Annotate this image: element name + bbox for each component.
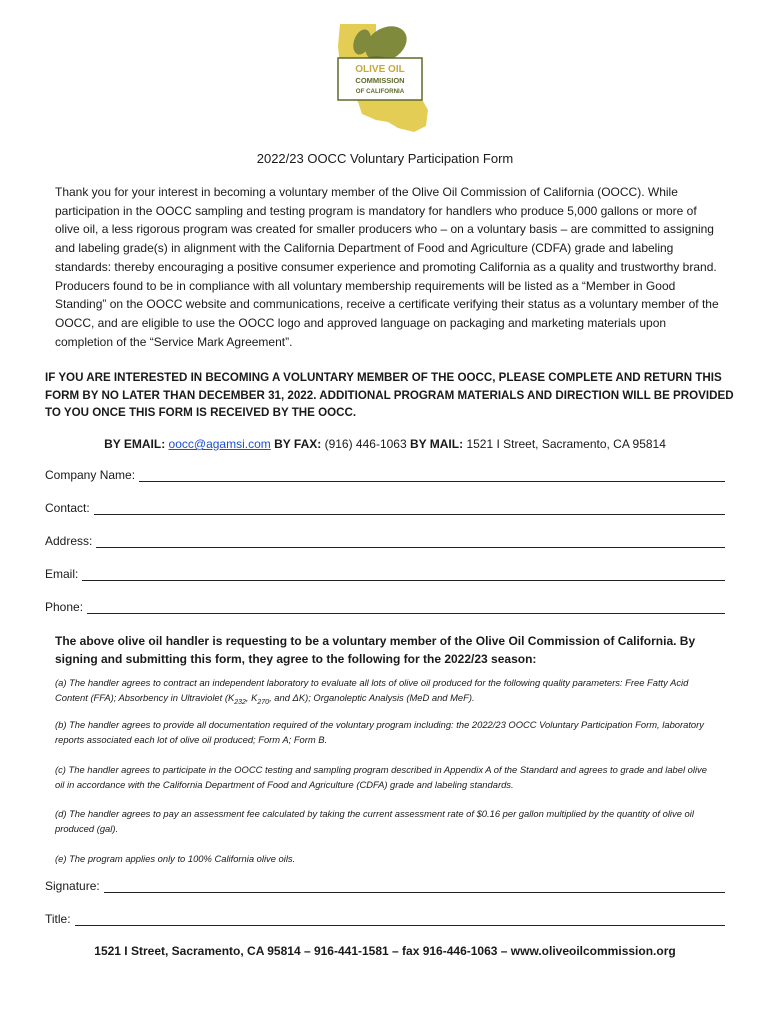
clause-e-text: (e) The program applies only to 100% California olive oils. xyxy=(55,853,296,864)
email-link[interactable]: oocc@agamsi.com xyxy=(168,437,271,451)
logo-line-3: OF CALIFORNIA xyxy=(355,88,405,95)
clause-e xyxy=(55,851,715,866)
footer-contact: 1521 I Street, Sacramento, CA 95814 – 916-441-1581 – fax 916-446-1063 – www.oliveoilcommission.org xyxy=(94,944,676,958)
clause-a-sub-232: 232 xyxy=(234,698,246,706)
logo-line-1: OLIVE OIL xyxy=(355,64,405,75)
address-field xyxy=(45,534,725,548)
fax-number: (916) 446-1063 xyxy=(324,437,407,451)
contact-input[interactable] xyxy=(94,502,725,515)
clause-b-text: (b) The handler agrees to provide all documentation required of the voluntary program including: the 2022/23 OOCC Voluntary Participation Form, laboratory reports associated each lot of olive oil produced; Form A; Form B. xyxy=(55,719,704,745)
company-name-field xyxy=(45,468,725,482)
agreement-statement xyxy=(55,632,715,668)
clause-a-mid: , K xyxy=(245,692,258,703)
phone-input[interactable] xyxy=(87,601,725,614)
agreement-text: The above olive oil handler is requesting to be a voluntary member of the Olive Oil Commission of California. By signing and submitting this form, they agree to the following for the 2022/23 season: xyxy=(55,634,696,666)
logo-line-2: COMMISSION xyxy=(355,76,405,85)
clause-d xyxy=(55,806,715,836)
clause-a-end: , and ΔK); Organoleptic Analysis (MeD and MeF). xyxy=(269,692,475,703)
clause-c-text: (c) The handler agrees to participate in the OOCC testing and sampling program described in Appendix A of the Standard and agrees to grade and label olive oil in accordance with the California Department of Food and Agriculture (CDFA) grade and labeling standards. xyxy=(55,764,707,790)
contact-field xyxy=(45,501,725,515)
intro-text: Thank you for your interest in becoming a voluntary member of the Olive Oil Commission of California (OOCC). While participation in the OOCC sampling and testing program is mandatory for handlers who produce 5,000 gallons or more of olive oil, a less rigorous program was created for smaller producers who – on a voluntary basis – are committed to assigning and labeling grade(s) in alignment with the California Department of Food and Agriculture (CDFA) grade and labeling standards: thereby encouraging a positive consumer experience and promoting California as a quality and trustworthy brand. Producers found to be in compliance with all voluntary membership requirements will be listed as a “Member in Good Standing” on the OOCC website and communications, receive a certificate verifying their status as a voluntary member of the OOCC, and are eligible to use the OOCC logo and approved language on packaging and marketing materials upon completion of the “Service Mark Agreement”. xyxy=(55,185,719,349)
address-input[interactable] xyxy=(96,535,725,548)
clause-b xyxy=(55,717,715,747)
clause-d-text: (d) The handler agrees to pay an assessment fee calculated by taking the current assessment rate of $0.16 per gallon multiplied by the quantity of olive oil produced (gal). xyxy=(55,808,694,834)
fax-label: BY FAX: xyxy=(274,437,322,451)
signature-input[interactable] xyxy=(104,880,725,893)
form-title: 2022/23 OOCC Voluntary Participation Form xyxy=(256,151,514,166)
company-name-input[interactable] xyxy=(139,469,725,482)
deadline-notice: IF YOU ARE INTERESTED IN BECOMING A VOLUNTARY MEMBER OF THE OOCC, PLEASE COMPLETE AND RETURN THIS FORM BY NO LATER THAN DECEMBER 31, 2022. ADDITIONAL PROGRAM MATERIALS AND DIRECTION WILL BE PROVIDED TO YOU ONCE THIS FORM IS RECEIVED BY THE OOCC. xyxy=(45,371,734,419)
title-input[interactable] xyxy=(75,913,725,926)
submission-methods xyxy=(0,437,770,451)
contact-label: Contact: xyxy=(45,501,90,515)
mail-label: BY MAIL: xyxy=(409,437,464,451)
clause-a-start: (a) The handler agrees to contract an independent laboratory to evaluate all lots of olive oil produced for the following quality parameters: Free Fatty Acid Content (FFA); Absorbency in Ultraviolet (K xyxy=(55,677,689,703)
phone-label: Phone: xyxy=(45,600,84,614)
mail-address: 1521 I Street, Sacramento, CA 95814 xyxy=(466,437,666,451)
signature-field xyxy=(45,879,725,893)
clause-a xyxy=(55,675,715,710)
company-name-label: Company Name: xyxy=(45,468,136,482)
title-label: Title: xyxy=(45,912,71,926)
email-input[interactable] xyxy=(82,568,725,581)
clause-a-sub-270: 270 xyxy=(257,698,270,706)
clause-a-text xyxy=(55,675,715,710)
email-label: BY EMAIL: xyxy=(104,437,166,451)
olive-oil-commission-logo xyxy=(318,22,440,134)
title-field xyxy=(45,912,725,926)
intro-paragraph xyxy=(55,183,723,351)
phone-field xyxy=(45,600,725,614)
address-label: Address: xyxy=(45,534,93,548)
email-field xyxy=(45,567,725,581)
email-field-label: Email: xyxy=(45,567,79,581)
clause-c xyxy=(55,762,715,792)
signature-label: Signature: xyxy=(45,879,100,893)
